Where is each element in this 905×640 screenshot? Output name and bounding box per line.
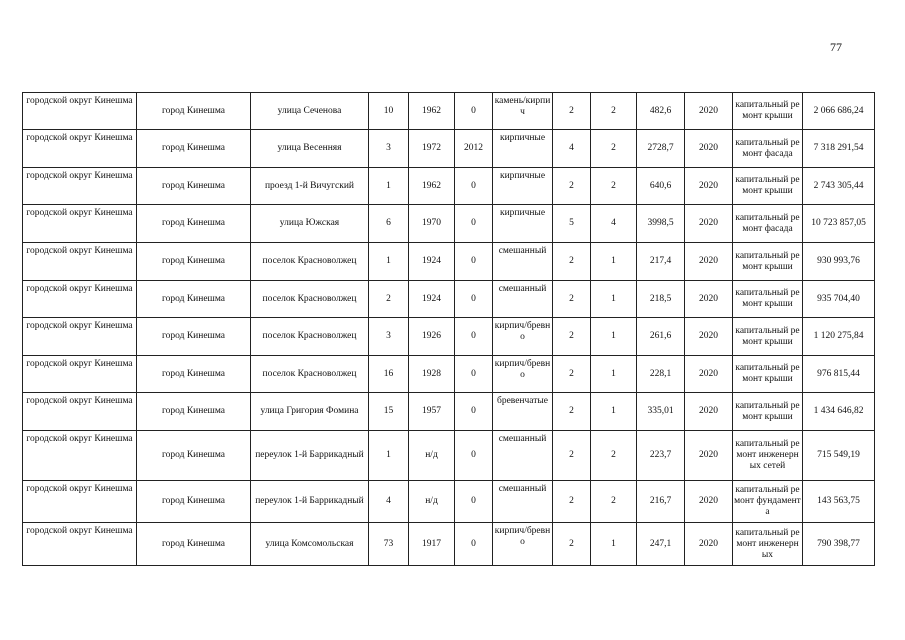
floors-cell: 2 (553, 168, 591, 205)
year-repair-cell: 2012 (455, 130, 493, 168)
wall-material-cell: кирпич/бревно (493, 356, 553, 393)
plan-year-cell: 2020 (685, 481, 733, 523)
municipality-cell: городской округ Кинешма (23, 318, 137, 356)
work-type-cell: капитальный ремонт крыши (733, 168, 803, 205)
page-number: 77 (830, 40, 842, 54)
year-repair-cell: 0 (455, 356, 493, 393)
settlement-cell: город Кинешма (137, 318, 251, 356)
year-built-cell: 1924 (409, 243, 455, 281)
plan-year-cell: 2020 (685, 243, 733, 281)
floors-cell: 4 (553, 130, 591, 168)
year-built-cell: 1928 (409, 356, 455, 393)
settlement-cell: город Кинешма (137, 523, 251, 566)
work-type-cell: капитальный ремонт крыши (733, 93, 803, 130)
floors-cell: 2 (553, 431, 591, 481)
municipality-cell: городской округ Кинешма (23, 93, 137, 130)
plan-year-cell: 2020 (685, 523, 733, 566)
year-built-cell: 1924 (409, 281, 455, 318)
area-cell: 247,1 (637, 523, 685, 566)
area-cell: 261,6 (637, 318, 685, 356)
municipality-cell: городской округ Кинешма (23, 243, 137, 281)
year-built-cell: 1917 (409, 523, 455, 566)
year-repair-cell: 0 (455, 431, 493, 481)
area-cell: 640,6 (637, 168, 685, 205)
wall-material-cell: камень/кирпич (493, 93, 553, 130)
year-built-cell: н/д (409, 481, 455, 523)
settlement-cell: город Кинешма (137, 168, 251, 205)
table-row (23, 281, 875, 318)
house-number-cell: 73 (369, 523, 409, 566)
table-row (23, 93, 875, 130)
table-row (23, 130, 875, 168)
table-row (23, 318, 875, 356)
wall-material-cell: смешанный (493, 481, 553, 523)
house-number-cell: 1 (369, 243, 409, 281)
wall-material-cell: кирпич/бревно (493, 523, 553, 566)
work-type-cell: капитальный ремонт крыши (733, 281, 803, 318)
floors-cell: 2 (553, 281, 591, 318)
floors-cell: 2 (553, 318, 591, 356)
street-cell: переулок 1-й Баррикадный (251, 481, 369, 523)
entrances-cell: 2 (591, 481, 637, 523)
municipality-cell: городской округ Кинешма (23, 481, 137, 523)
municipality-cell: городской округ Кинешма (23, 205, 137, 243)
area-cell: 228,1 (637, 356, 685, 393)
house-number-cell: 15 (369, 393, 409, 431)
house-number-cell: 16 (369, 356, 409, 393)
street-cell: поселок Красноволжец (251, 318, 369, 356)
table-row (23, 393, 875, 431)
municipality-cell: городской округ Кинешма (23, 393, 137, 431)
municipality-cell: городской округ Кинешма (23, 523, 137, 566)
plan-year-cell: 2020 (685, 318, 733, 356)
table-row (23, 168, 875, 205)
plan-year-cell: 2020 (685, 393, 733, 431)
year-built-cell: 1972 (409, 130, 455, 168)
area-cell: 3998,5 (637, 205, 685, 243)
cost-cell: 930 993,76 (803, 243, 875, 281)
wall-material-cell: кирпичные (493, 168, 553, 205)
municipality-cell: городской округ Кинешма (23, 168, 137, 205)
table-row (23, 523, 875, 566)
house-number-cell: 1 (369, 168, 409, 205)
municipality-cell: городской округ Кинешма (23, 431, 137, 481)
year-repair-cell: 0 (455, 93, 493, 130)
floors-cell: 2 (553, 393, 591, 431)
settlement-cell: город Кинешма (137, 481, 251, 523)
plan-year-cell: 2020 (685, 205, 733, 243)
area-cell: 223,7 (637, 431, 685, 481)
plan-year-cell: 2020 (685, 281, 733, 318)
wall-material-cell: бревенчатые (493, 393, 553, 431)
floors-cell: 2 (553, 356, 591, 393)
wall-material-cell: смешанный (493, 243, 553, 281)
year-built-cell: н/д (409, 431, 455, 481)
house-number-cell: 4 (369, 481, 409, 523)
settlement-cell: город Кинешма (137, 243, 251, 281)
table-row (23, 481, 875, 523)
street-cell: поселок Красноволжец (251, 243, 369, 281)
street-cell: улица Южская (251, 205, 369, 243)
work-type-cell: капитальный ремонт фундамента (733, 481, 803, 523)
floors-cell: 5 (553, 205, 591, 243)
plan-year-cell: 2020 (685, 356, 733, 393)
cost-cell: 7 318 291,54 (803, 130, 875, 168)
work-type-cell: капитальный ремонт крыши (733, 318, 803, 356)
work-type-cell: капитальный ремонт фасада (733, 205, 803, 243)
plan-year-cell: 2020 (685, 130, 733, 168)
plan-year-cell: 2020 (685, 168, 733, 205)
work-type-cell: капитальный ремонт крыши (733, 356, 803, 393)
work-type-cell: капитальный ремонт инженерных (733, 523, 803, 566)
municipality-cell: городской округ Кинешма (23, 356, 137, 393)
street-cell: улица Григория Фомина (251, 393, 369, 431)
area-cell: 2728,7 (637, 130, 685, 168)
year-repair-cell: 0 (455, 243, 493, 281)
table-row (23, 243, 875, 281)
house-number-cell: 6 (369, 205, 409, 243)
cost-cell: 10 723 857,05 (803, 205, 875, 243)
table-row (23, 356, 875, 393)
house-number-cell: 2 (369, 281, 409, 318)
entrances-cell: 1 (591, 393, 637, 431)
entrances-cell: 2 (591, 130, 637, 168)
settlement-cell: город Кинешма (137, 393, 251, 431)
cost-cell: 1 120 275,84 (803, 318, 875, 356)
year-repair-cell: 0 (455, 318, 493, 356)
work-type-cell: капитальный ремонт крыши (733, 243, 803, 281)
year-built-cell: 1962 (409, 168, 455, 205)
street-cell: поселок Красноволжец (251, 356, 369, 393)
work-type-cell: капитальный ремонт крыши (733, 393, 803, 431)
year-repair-cell: 0 (455, 205, 493, 243)
area-cell: 335,01 (637, 393, 685, 431)
settlement-cell: город Кинешма (137, 356, 251, 393)
street-cell: поселок Красноволжец (251, 281, 369, 318)
floors-cell: 2 (553, 93, 591, 130)
wall-material-cell: смешанный (493, 431, 553, 481)
cost-cell: 143 563,75 (803, 481, 875, 523)
year-repair-cell: 0 (455, 481, 493, 523)
wall-material-cell: кирпич/бревно (493, 318, 553, 356)
entrances-cell: 2 (591, 93, 637, 130)
cost-cell: 715 549,19 (803, 431, 875, 481)
street-cell: улица Сеченова (251, 93, 369, 130)
entrances-cell: 1 (591, 281, 637, 318)
cost-cell: 976 815,44 (803, 356, 875, 393)
entrances-cell: 1 (591, 243, 637, 281)
municipality-cell: городской округ Кинешма (23, 130, 137, 168)
wall-material-cell: кирпичные (493, 130, 553, 168)
street-cell: проезд 1-й Вичугский (251, 168, 369, 205)
street-cell: улица Весенняя (251, 130, 369, 168)
year-repair-cell: 0 (455, 168, 493, 205)
wall-material-cell: смешанный (493, 281, 553, 318)
house-number-cell: 1 (369, 431, 409, 481)
house-number-cell: 3 (369, 130, 409, 168)
table-row (23, 431, 875, 481)
area-cell: 217,4 (637, 243, 685, 281)
plan-year-cell: 2020 (685, 431, 733, 481)
entrances-cell: 1 (591, 523, 637, 566)
cost-cell: 2 066 686,24 (803, 93, 875, 130)
area-cell: 482,6 (637, 93, 685, 130)
settlement-cell: город Кинешма (137, 205, 251, 243)
year-built-cell: 1970 (409, 205, 455, 243)
entrances-cell: 1 (591, 356, 637, 393)
settlement-cell: город Кинешма (137, 93, 251, 130)
year-built-cell: 1962 (409, 93, 455, 130)
entrances-cell: 2 (591, 168, 637, 205)
cost-cell: 2 743 305,44 (803, 168, 875, 205)
house-number-cell: 10 (369, 93, 409, 130)
municipality-cell: городской округ Кинешма (23, 281, 137, 318)
floors-cell: 2 (553, 243, 591, 281)
year-repair-cell: 0 (455, 393, 493, 431)
cost-cell: 790 398,77 (803, 523, 875, 566)
house-number-cell: 3 (369, 318, 409, 356)
settlement-cell: город Кинешма (137, 281, 251, 318)
entrances-cell: 1 (591, 318, 637, 356)
cost-cell: 1 434 646,82 (803, 393, 875, 431)
area-cell: 216,7 (637, 481, 685, 523)
year-repair-cell: 0 (455, 523, 493, 566)
cost-cell: 935 704,40 (803, 281, 875, 318)
entrances-cell: 2 (591, 431, 637, 481)
plan-year-cell: 2020 (685, 93, 733, 130)
floors-cell: 2 (553, 523, 591, 566)
year-built-cell: 1926 (409, 318, 455, 356)
year-repair-cell: 0 (455, 281, 493, 318)
work-type-cell: капитальный ремонт инженерных сетей (733, 431, 803, 481)
street-cell: улица Комсомольская (251, 523, 369, 566)
entrances-cell: 4 (591, 205, 637, 243)
repair-program-table (22, 92, 875, 566)
area-cell: 218,5 (637, 281, 685, 318)
floors-cell: 2 (553, 481, 591, 523)
table-row (23, 205, 875, 243)
wall-material-cell: кирпичные (493, 205, 553, 243)
street-cell: переулок 1-й Баррикадный (251, 431, 369, 481)
year-built-cell: 1957 (409, 393, 455, 431)
settlement-cell: город Кинешма (137, 431, 251, 481)
work-type-cell: капитальный ремонт фасада (733, 130, 803, 168)
settlement-cell: город Кинешма (137, 130, 251, 168)
